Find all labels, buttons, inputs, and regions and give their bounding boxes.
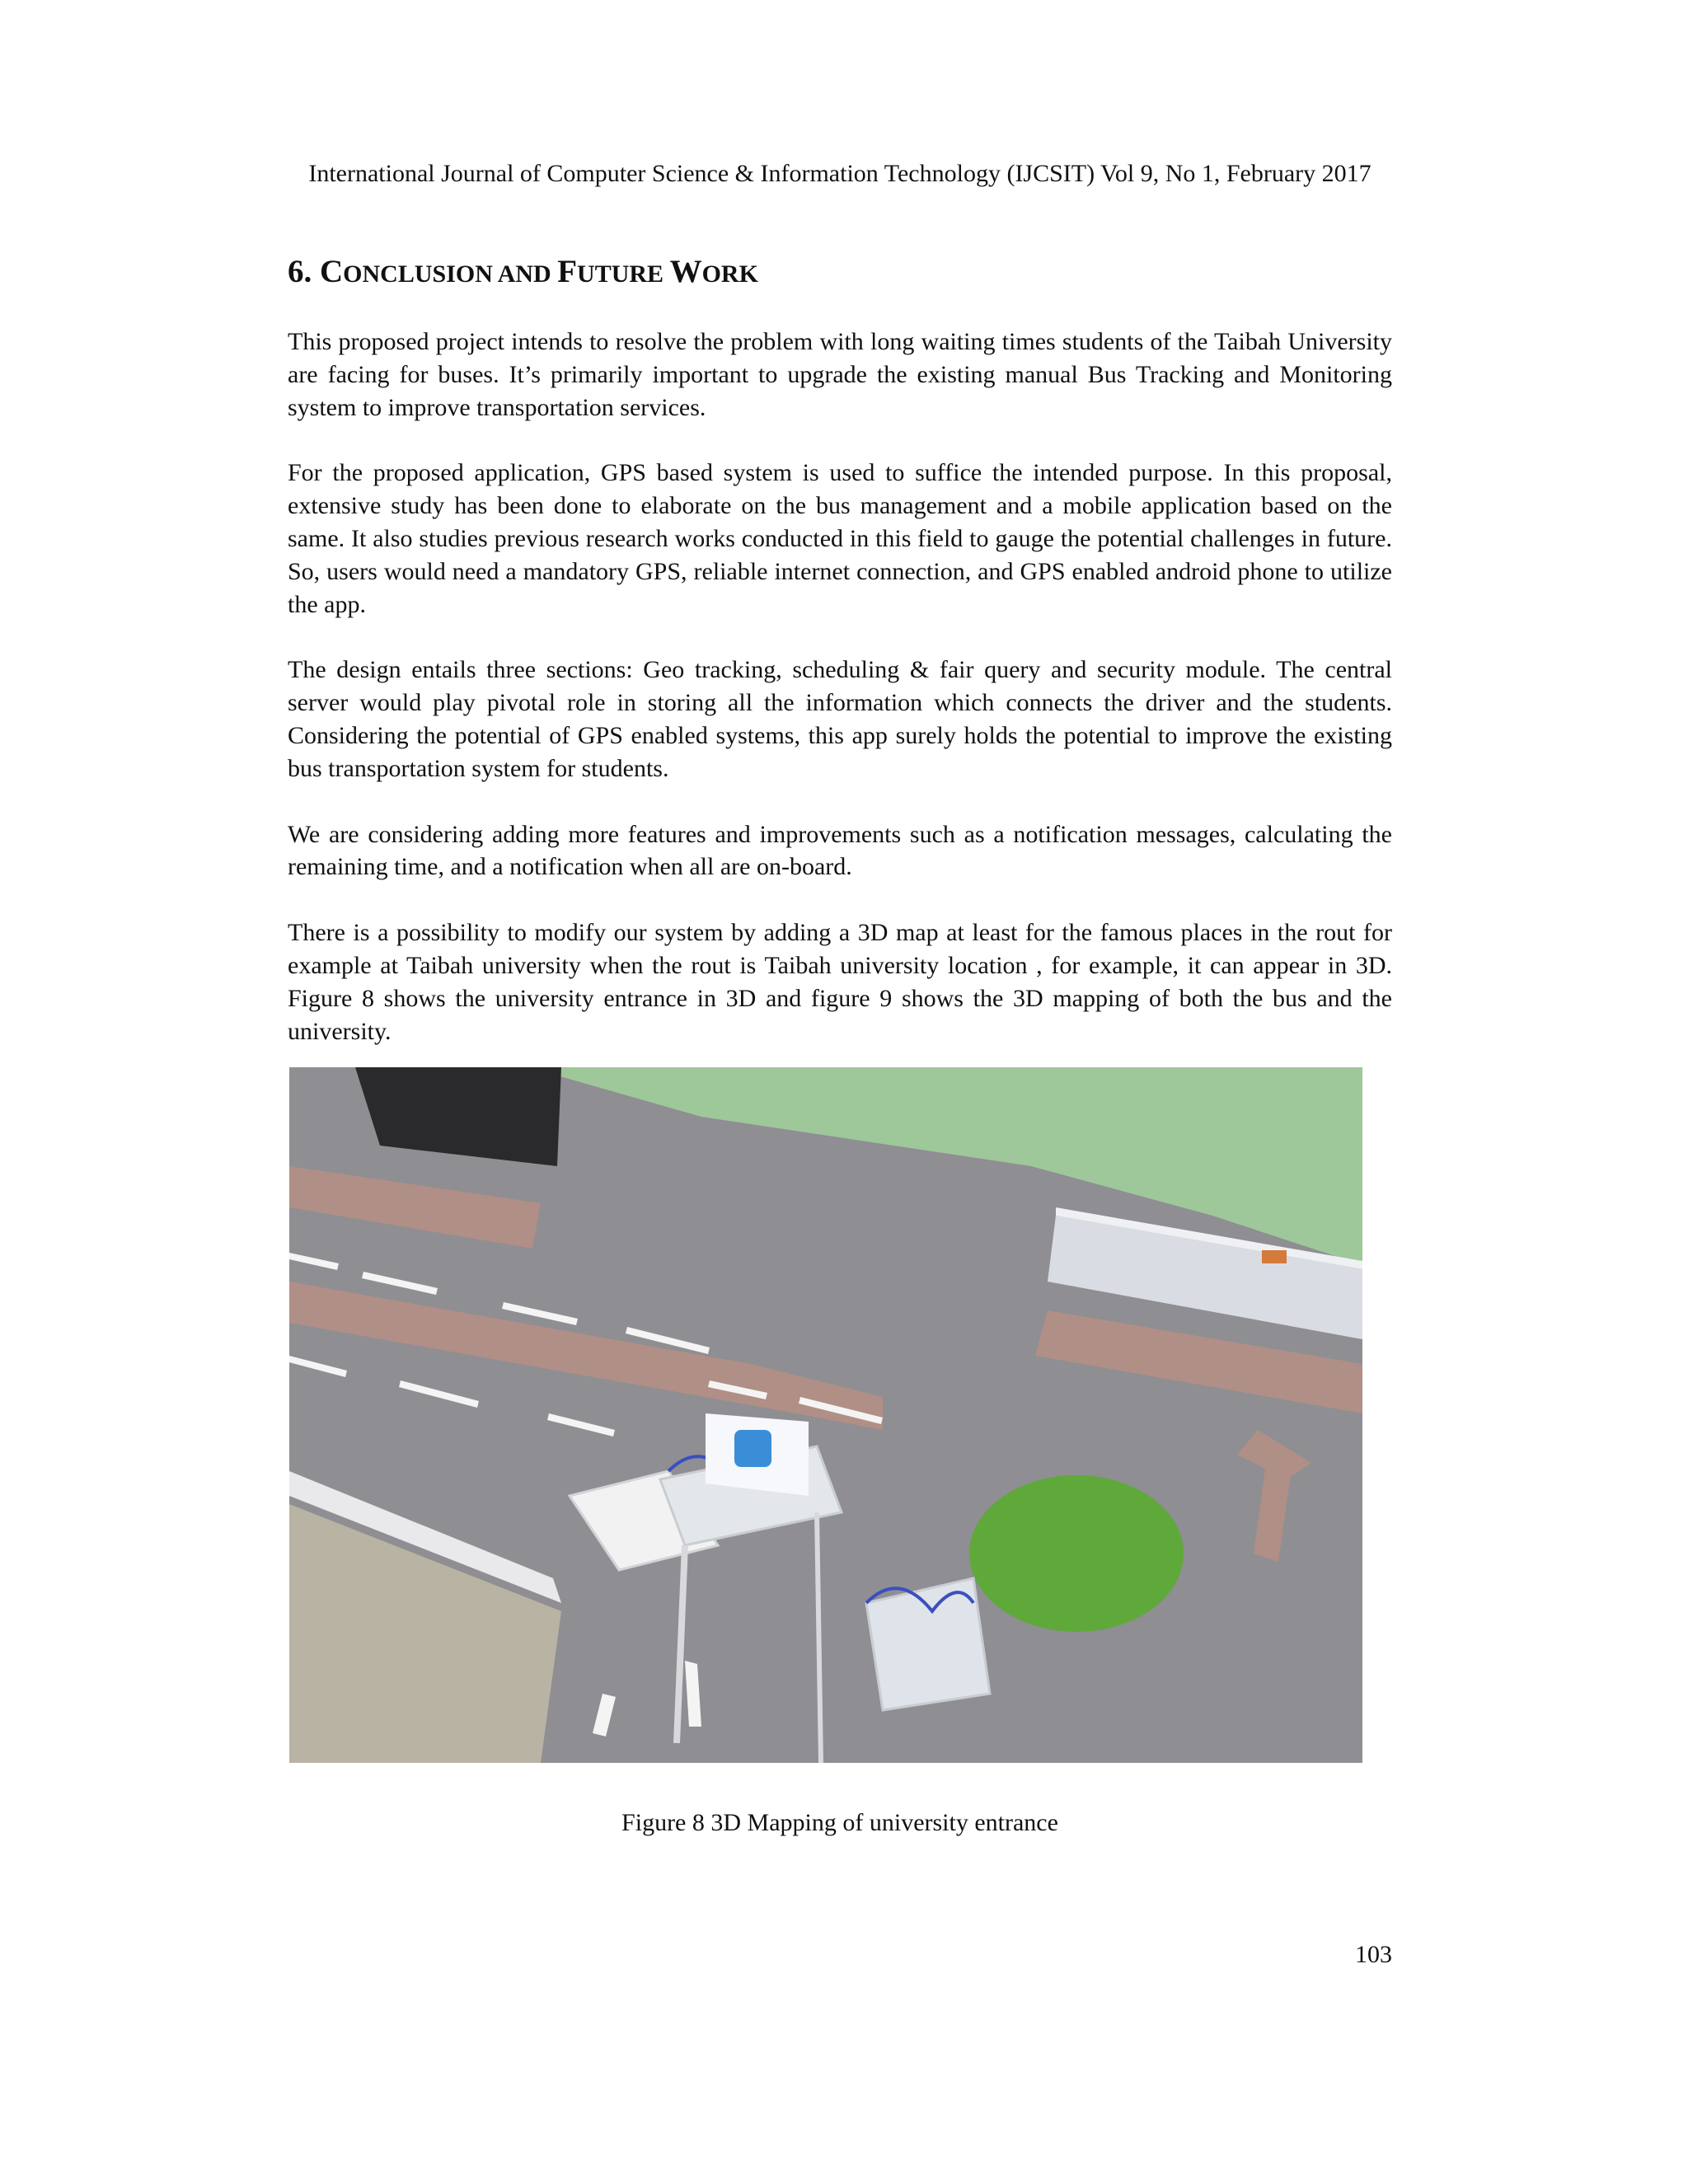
page-number: 103 xyxy=(1355,1941,1392,1968)
roof-marker xyxy=(1262,1250,1287,1263)
section-title xyxy=(288,253,758,290)
section-title-part: UTURE xyxy=(577,260,670,288)
figure-3d-map-image xyxy=(289,1067,1362,1763)
section-number: 6. xyxy=(288,254,320,289)
figure-3d-map xyxy=(289,1067,1362,1763)
figure-caption: Figure 8 3D Mapping of university entrance xyxy=(621,1809,1058,1836)
paragraph: There is a possibility to modify our system by adding a 3D map at least for the famous places in the rout for example at Taibah university when the rout is Taibah university location , for example, it can appear in 3D. Figure 8 shows the university entrance in 3D and figure 9 shows the 3D mapping of both the bus and the university. xyxy=(288,919,1392,1045)
gate-logo xyxy=(734,1430,771,1467)
section-body xyxy=(288,326,1392,1080)
paragraph: The design entails three sections: Geo tracking, scheduling & fair query and security module. The central server would play pivotal role in storing all the information which connects the driver and the students. Considering the potential of GPS enabled systems, this app surely holds the potential to improve the existing bus transportation system for students. xyxy=(288,656,1392,782)
roundabout-circle xyxy=(969,1475,1184,1632)
running-head: International Journal of Computer Science & Information Technology (IJCSIT) Vol 9, No 1, February 2017 xyxy=(308,160,1372,187)
paragraph: This proposed project intends to resolve the problem with long waiting times students of the Taibah University are facing for buses. It’s primarily important to upgrade the existing manual Bus Tracking and Monitoring system to improve transportation services. xyxy=(288,328,1392,421)
paragraph: We are considering adding more features and improvements such as a notification messages, calculating the remaining time, and a notification when all are on-board. xyxy=(288,820,1392,881)
paragraph: For the proposed application, GPS based system is used to suffice the intended purpose. In this proposal, extensive study has been done to elaborate on the bus management and a mobile application based on the same. It also studies previous research works conducted in this field to gauge the potential challenges in future. So, users would need a mandatory GPS, reliable internet connection, and GPS enabled android phone to utilize the app. xyxy=(288,459,1392,618)
section-title-part: ONCLUSION AND xyxy=(343,260,558,288)
section-title-part: F xyxy=(557,254,578,289)
section-title-part: C xyxy=(320,254,344,289)
section-title-part: ORK xyxy=(701,260,758,288)
section-title-part: W xyxy=(669,254,702,289)
